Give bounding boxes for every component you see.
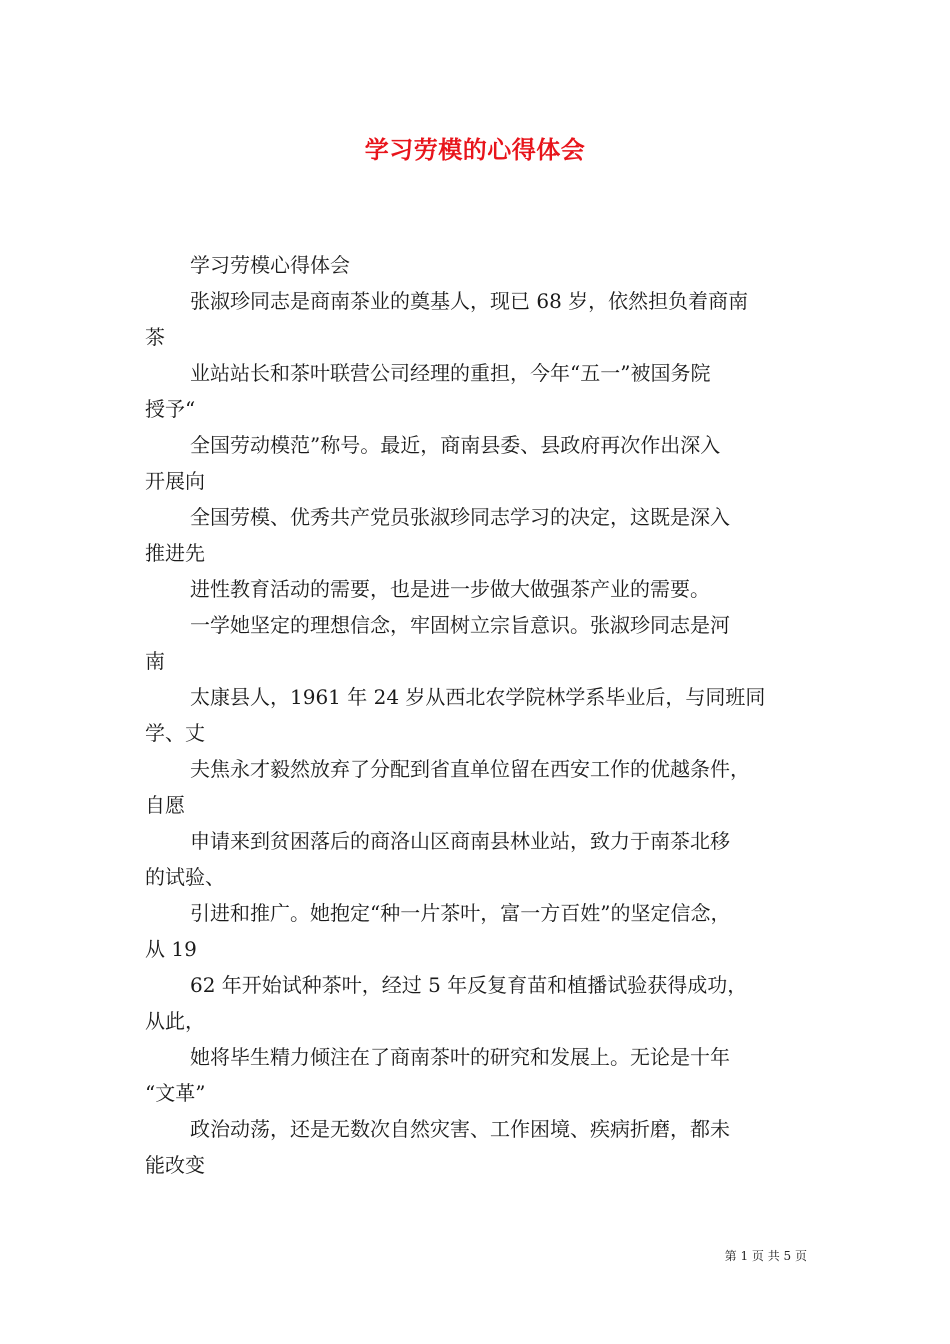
- body-line: 能改变: [145, 1153, 205, 1177]
- body-line: 全国劳模、优秀共产党员张淑珍同志学习的决定，这既是深入: [190, 505, 730, 529]
- body-line: 太康县人，1961 年 24 岁从西北农学院林学系毕业后，与同班同: [190, 685, 766, 709]
- body-line: 学习劳模心得体会: [190, 253, 350, 277]
- body-line: 南: [145, 649, 165, 673]
- body-line: 开展向: [145, 469, 205, 493]
- body-line: 推进先: [145, 541, 205, 565]
- body-line: 自愿: [145, 793, 185, 817]
- body-line: 从 19: [145, 937, 197, 961]
- body-line: 引进和推广。她抱定“种一片茶叶，富一方百姓”的坚定信念，: [190, 901, 731, 925]
- document-body: [145, 247, 815, 1183]
- body-line: 授予“: [145, 397, 196, 421]
- body-line: 夫焦永才毅然放弃了分配到省直单位留在西安工作的优越条件，: [190, 757, 750, 781]
- body-line: “文革”: [145, 1081, 206, 1105]
- body-line: 张淑珍同志是商南茶业的奠基人，现已 68 岁，依然担负着商南: [190, 289, 749, 313]
- page-number: 第 1 页 共 5 页: [724, 1249, 807, 1263]
- body-line: 业站站长和茶叶联营公司经理的重担，今年“五一”被国务院: [190, 361, 711, 385]
- body-line: 申请来到贫困落后的商洛山区商南县林业站，致力于南茶北移: [190, 829, 730, 853]
- body-line: 政治动荡，还是无数次自然灾害、工作困境、疾病折磨，都未: [190, 1117, 730, 1141]
- document-title: 学习劳模的心得体会: [364, 135, 586, 164]
- body-line: 进性教育活动的需要，也是进一步做大做强茶产业的需要。: [190, 577, 710, 601]
- body-line: 茶: [145, 325, 165, 349]
- body-line: 62 年开始试种茶叶，经过 5 年反复育苗和植播试验获得成功，: [190, 973, 748, 997]
- body-line: 的试验、: [145, 865, 225, 889]
- body-line: 从此，: [145, 1009, 205, 1033]
- body-line: 她将毕生精力倾注在了商南茶叶的研究和发展上。无论是十年: [190, 1045, 730, 1069]
- body-line: 学、丈: [145, 721, 205, 745]
- body-line: 全国劳动模范”称号。最近，商南县委、县政府再次作出深入: [190, 433, 721, 457]
- body-line: 一学她坚定的理想信念，牢固树立宗旨意识。张淑珍同志是河: [190, 613, 730, 637]
